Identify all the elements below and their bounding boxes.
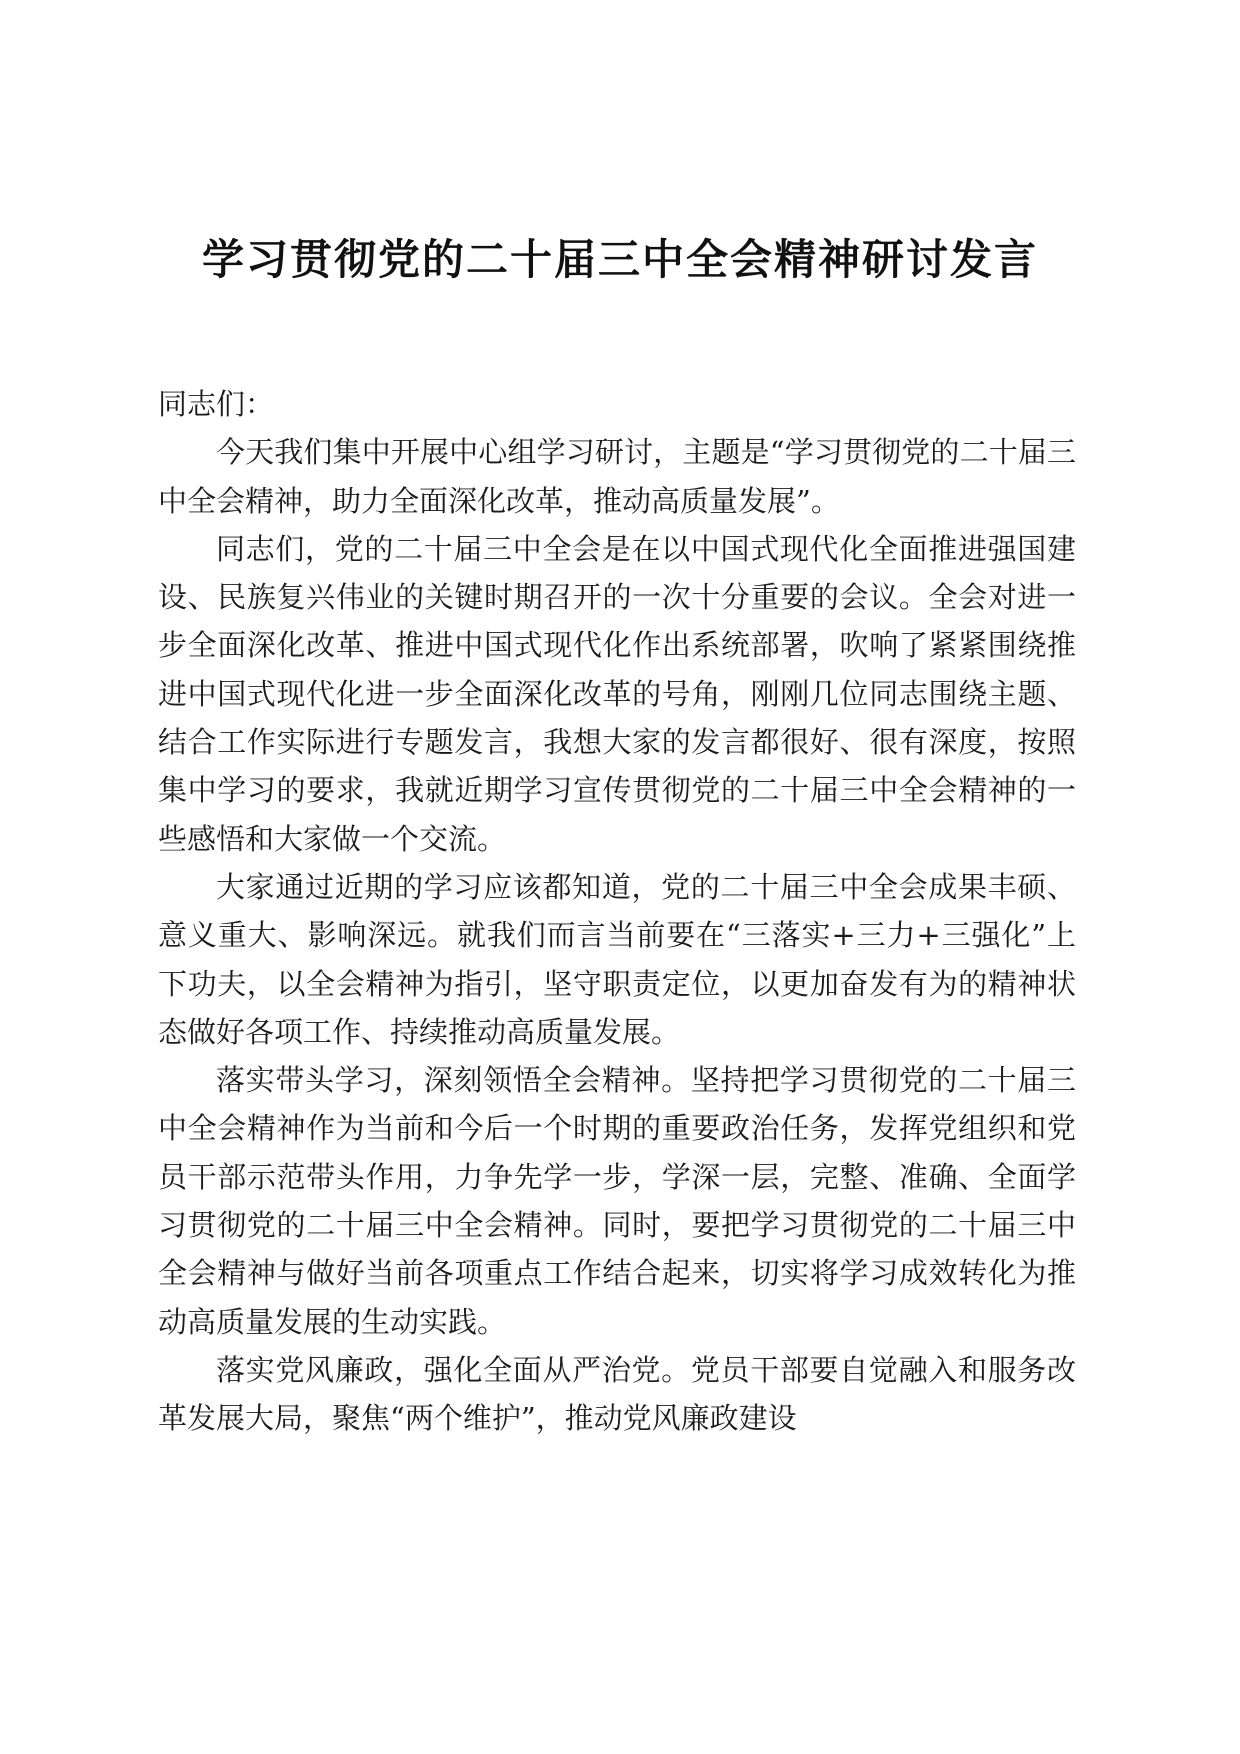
paragraph-opening: 今天我们集中开展中心组学习研讨，主题是“学习贯彻党的二十届三中全会精神，助力全面深化改革，推动高质量发展”。 (158, 435, 1076, 518)
paragraph-lead-study: 落实带头学习，深刻领悟全会精神。坚持把学习贯彻党的二十届三中全会精神作为当前和今后一个时期的重要政治任务，发挥党组织和党员干部示范带头作用，力争先学一步，学深一层，完整、准确、全面学习贯彻党的二十届三中全会精神。同时，要把学习贯彻党的二十届三中全会精神与做好当前各项重点工作结合起来，切实将学习成效转化为推动高质量发展的生动实践。 (158, 1063, 1076, 1339)
paragraph-plenary-significance: 同志们，党的二十届三中全会是在以中国式现代化全面推进强国建设、民族复兴伟业的关键时期召开的一次十分重要的会议。全会对进一步全面深化改革、推进中国式现代化作出系统部署，吹响了紧紧围绕推进中国式现代化进一步全面深化改革的号角，刚刚几位同志围绕主题、结合工作实际进行专题发言，我想大家的发言都很好、很有深度，按照集中学习的要求，我就近期学习宣传贯彻党的二十届三中全会精神的一些感悟和大家做一个交流。 (158, 531, 1076, 856)
paragraph-three-implementations: 大家通过近期的学习应该都知道，党的二十届三中全会成果丰硕、意义重大、影响深远。就我们而言当前要在“三落实+三力+三强化”上下功夫，以全会精神为指引，坚守职责定位，以更加奋发有为的精神状态做好各项工作、持续推动高质量发展。 (158, 869, 1076, 1049)
salutation: 同志们： (158, 387, 275, 421)
document-body (158, 380, 1076, 1443)
paragraph-party-conduct: 落实党风廉政，强化全面从严治党。党员干部要自觉融入和服务改革发展大局，聚焦“两个维护”，推动党风廉政建设 (158, 1352, 1076, 1436)
document-title: 学习贯彻党的二十届三中全会精神研讨发言 (201, 235, 1038, 284)
